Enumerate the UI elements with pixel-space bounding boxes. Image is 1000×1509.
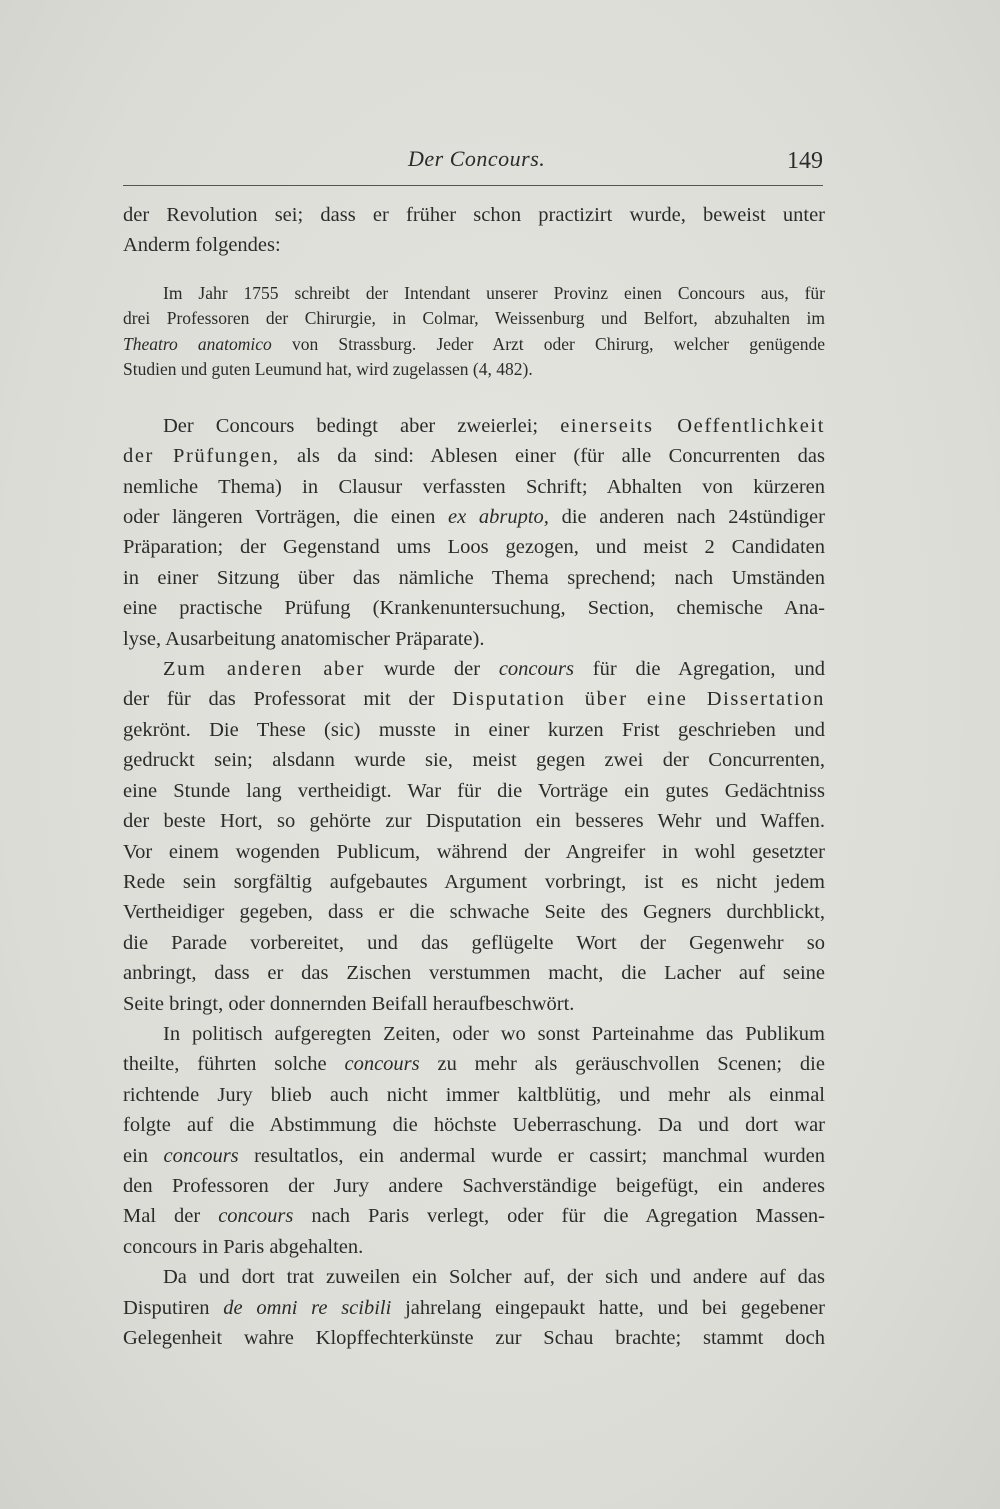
- paragraph-1: [123, 411, 825, 654]
- text-line: eine practische Prüfung (Krankenuntersuchung, Section, chemische Ana-: [123, 597, 825, 620]
- text-line: Seite bringt, oder donnernden Beifall heraufbeschwört.: [123, 992, 575, 1015]
- text-line: Im Jahr 1755 schreibt der Intendant unserer Provinz einen Concours aus, für: [163, 282, 825, 303]
- text-segment: wurde der: [365, 658, 499, 681]
- text-segment: Disputiren: [123, 1296, 224, 1319]
- text-line: gekrönt. Die These (sic) musste in einer kurzen Frist geschrieben und: [123, 718, 825, 741]
- text-line: der Revolution sei; dass er früher schon practizirt wurde, beweist unter: [123, 204, 825, 226]
- paragraph-2: [123, 654, 825, 1019]
- text-line: eine Stunde lang vertheidigt. War für die Vorträge ein gutes Gedächtniss: [123, 779, 825, 802]
- page-number: 149: [787, 148, 823, 174]
- text-line: [123, 441, 825, 471]
- text-segment: als da sind: Ablesen einer (für alle Concurrenten das: [279, 445, 826, 468]
- text-line: nemliche Thema) in Clausur verfassten Schrift; Abhalten von kürzeren: [123, 475, 825, 498]
- text-segment: jahrelang eingepaukt hatte, und bei gegebener: [391, 1296, 826, 1319]
- text-line: Präparation; der Gegenstand ums Loos gezogen, und meist 2 Candidaten: [123, 536, 825, 559]
- text-line: [123, 684, 825, 714]
- text-line: Rede sein sorgfältig aufgebautes Argument vorbringt, ist es nicht jedem: [123, 870, 825, 893]
- text-segment: für die Agregation, und: [573, 658, 826, 681]
- italic-phrase: Theatro anatomico: [123, 333, 272, 354]
- spaced-text: Zum anderen aber: [163, 658, 366, 681]
- header-rule: [123, 185, 823, 186]
- text-segment: theilte, führten solche: [123, 1053, 345, 1076]
- text-line: richtende Jury blieb auch nicht immer kaltblütig, und mehr als einmal: [123, 1083, 825, 1106]
- text-line: [123, 1141, 825, 1171]
- text-line: folgte auf die Abstimmung die höchste Ueberraschung. Da und dort war: [123, 1114, 825, 1137]
- spaced-text: der Prüfungen,: [123, 445, 280, 468]
- spaced-text: Disputation über eine Dissertation: [452, 688, 825, 711]
- quote-block: [123, 281, 825, 383]
- text-segment: oder längeren Vorträgen, die einen: [123, 506, 448, 529]
- text-segment: der für das Professorat mit der: [123, 688, 453, 711]
- text-line: In politisch aufgeregten Zeiten, oder wo sonst Parteinahme das Publikum: [163, 1022, 825, 1045]
- text-line: Anderm folgendes:: [123, 234, 281, 257]
- text-segment: von Strassburg. Jeder Arzt oder Chirurg, welcher genügende: [271, 333, 826, 354]
- italic-phrase: concours: [218, 1205, 294, 1228]
- text-line: [123, 654, 825, 684]
- italic-phrase: concours: [498, 658, 574, 681]
- italic-phrase: concours: [163, 1144, 239, 1167]
- italic-phrase: ex abrupto,: [447, 506, 549, 529]
- text-segment: Der Concours bedingt aber zweierlei;: [163, 414, 561, 437]
- spaced-text: einerseits Oeffentlichkeit: [560, 414, 825, 437]
- page-header: [123, 140, 823, 180]
- text-line: [123, 1201, 825, 1231]
- text-line: [123, 1293, 825, 1323]
- text-line: Gelegenheit wahre Klopffechterkünste zur Schau brachte; stammt doch: [123, 1327, 825, 1349]
- text-line: der beste Hort, so gehörte zur Disputation ein besseres Wehr und Waffen.: [123, 810, 825, 833]
- text-line: in einer Sitzung über das nämliche Thema sprechend; nach Umständen: [123, 566, 825, 589]
- text-line: [123, 411, 825, 441]
- running-title: Der Concours.: [408, 146, 546, 171]
- italic-phrase: de omni re scibili: [223, 1296, 392, 1319]
- text-line: [123, 502, 825, 532]
- text-line: drei Professoren der Chirurgie, in Colmar, Weissenburg und Belfort, abzuhalten im: [123, 308, 825, 329]
- text-line: [123, 1049, 825, 1079]
- text-line: gedruckt sein; alsdann wurde sie, meist gegen zwei der Concurrenten,: [123, 749, 825, 772]
- text-line: anbringt, dass er das Zischen verstummen macht, die Lacher auf seine: [123, 962, 825, 985]
- text-segment: zu mehr als geräuschvollen Scenen; die: [419, 1053, 825, 1076]
- text-line: Da und dort trat zuweilen ein Solcher auf, der sich und andere auf das: [163, 1266, 825, 1289]
- text-line: concours in Paris abgehalten.: [123, 1235, 364, 1258]
- text-line: die Parade vorbereitet, und das geflügelte Wort der Gegenwehr so: [123, 931, 825, 954]
- text-segment: die anderen nach 24stündiger: [548, 506, 825, 529]
- text-line: [123, 332, 825, 358]
- text-line: lyse, Ausarbeitung anatomischer Präparate).: [123, 627, 485, 650]
- paragraph-4: [123, 1262, 825, 1353]
- text-line: Vertheidiger gegeben, dass er die schwache Seite des Gegners durchblickt,: [123, 901, 825, 924]
- intro-paragraph: [123, 200, 825, 261]
- paragraph-3: [123, 1019, 825, 1262]
- page-body: [123, 200, 825, 1353]
- text-line: den Professoren der Jury andere Sachverständige beigefügt, ein anderes: [123, 1174, 825, 1197]
- text-line: Studien und guten Leumund hat, wird zugelassen (4, 482).: [123, 359, 533, 380]
- text-segment: ein: [123, 1144, 164, 1167]
- text-segment: Mal der: [123, 1205, 219, 1228]
- italic-phrase: concours: [344, 1053, 420, 1076]
- text-line: Vor einem wogenden Publicum, während der Angreifer in wohl gesetzter: [123, 840, 825, 863]
- text-segment: resultatlos, ein andermal wurde er cassirt; manchmal wurden: [238, 1144, 825, 1167]
- text-segment: nach Paris verlegt, oder für die Agregation Massen-: [293, 1205, 825, 1228]
